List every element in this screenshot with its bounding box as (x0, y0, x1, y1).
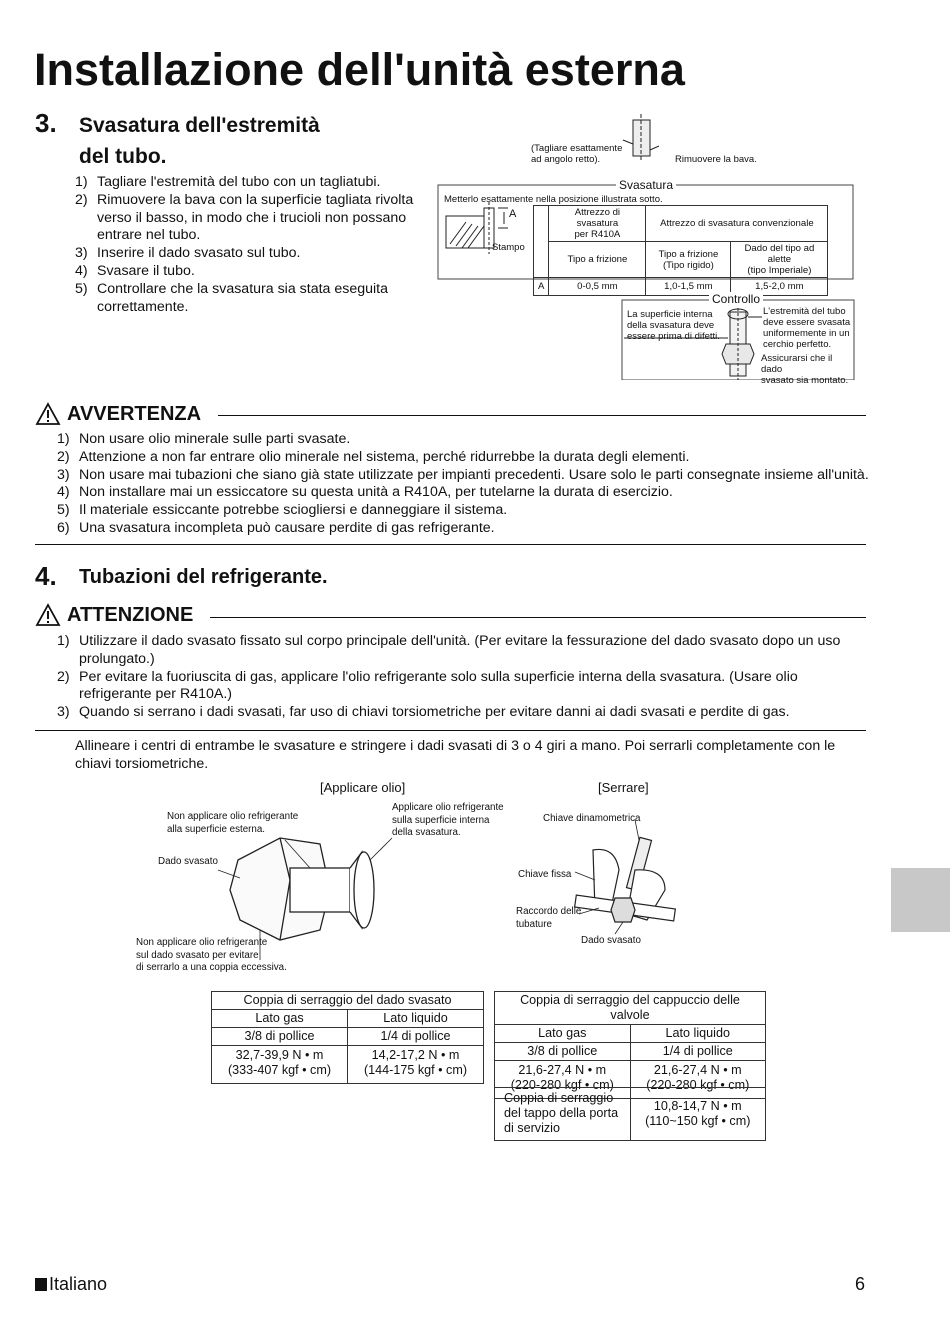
warning-item-number: 5) (57, 502, 70, 519)
alignment-instruction: Allineare i centri di entrambe le svasature e stringere i dadi svasati di 3 o 4 giri a mano. Poi serrarli completamente con le chiavi torsiometriche. (75, 738, 836, 772)
service-port-label: Coppia di serraggio del tappo della porta di servizio (495, 1088, 631, 1141)
size-gas: 3/8 di pollice (212, 1028, 348, 1046)
footer-language-text: Italiano (49, 1274, 108, 1294)
warning-item-text: Non installare mai un essiccatore su questa unità a R410A, per tutelarne la durata di esercizio. (79, 484, 673, 501)
caution-end-rule (35, 730, 866, 731)
pipe-union-label: Raccordo delle tubature (516, 906, 582, 930)
warning-list (57, 431, 877, 538)
flare-nut-torque-title: Coppia di serraggio del dado svasato (212, 992, 484, 1010)
warning-item (57, 484, 877, 502)
conventional-tool-header: Attrezzo di svasatura convenzionale (646, 206, 828, 242)
row-a-label: A (534, 278, 549, 296)
footer-language (35, 1274, 107, 1295)
warning-item-number: 1) (57, 431, 70, 447)
position-note: Metterlo esattamente nella posizione illustrata sotto. (444, 194, 663, 205)
oil-flare-nut-label: Dado svasato (158, 856, 218, 867)
warning-item-number: 4) (57, 484, 70, 501)
torque-wrench-label: Chiave dinamometrica (543, 813, 641, 824)
section-4-number: 4. (35, 561, 57, 591)
service-port-torque-table (494, 1087, 766, 1141)
step-item-text: Controllare che la svasatura sia stata eseguita correttamente. (97, 280, 389, 315)
torque-gas-value: 32,7-39,9 N • m (333-407 kgf • cm) (212, 1046, 348, 1084)
r410a-tool-header: Attrezzo di svasatura per R410A (549, 206, 646, 242)
check-round-note: L'estremità del tubo deve essere svasata uniformemente in un cerchio perfetto. (763, 306, 851, 350)
controllo-title: Controllo (709, 292, 763, 306)
warning-item-number: 2) (57, 448, 70, 465)
language-thumb-tab (891, 868, 950, 932)
no-oil-outer-note: Non applicare olio refrigerante alla superficie esterna. (167, 811, 299, 835)
torque-liquid-value: 14,2-17,2 N • m (144-175 kgf • cm) (348, 1046, 484, 1084)
stamp-label: Stampo (492, 242, 525, 253)
warning-item (57, 502, 877, 520)
cap-col-gas: Lato gas (495, 1025, 631, 1043)
tighten-caption: [Serrare] (598, 780, 649, 795)
caution-heading-rule (210, 617, 866, 618)
page-title: Installazione dell'unità esterna (34, 44, 685, 95)
burr-note: Rimuovere la bava. (675, 154, 757, 165)
step-item (75, 245, 425, 263)
caution-item (57, 704, 857, 722)
section-3-title-line2: del tubo. (79, 145, 167, 168)
warning-item (57, 520, 877, 538)
step-item-number: 4) (75, 262, 88, 279)
warning-end-rule (35, 544, 866, 545)
size-liquid: 1/4 di pollice (348, 1028, 484, 1046)
step-item-text: Inserire il dado svasato sul tubo. (97, 245, 301, 262)
warning-heading (35, 402, 201, 426)
warning-heading-rule (218, 415, 866, 416)
caution-heading (35, 603, 193, 627)
a-value-rigid: 1,0-1,5 mm (646, 278, 731, 296)
section-4-title: Tubazioni del refrigerante. (79, 566, 328, 588)
warning-item-text: Non usare mai tubazioni che siano già state utilizzate per impianti precedenti. Usare solo le parti consegnate insieme all'unità. (79, 466, 869, 483)
apply-oil-caption: [Applicare olio] (320, 780, 406, 795)
warning-item-text: Attenzione a non far entrare olio minerale nel sistema, perché ridurrebbe la durata degli elementi. (79, 448, 690, 465)
clutch-type-header: Tipo a frizione (549, 242, 646, 278)
square-bullet-icon (35, 1278, 47, 1291)
step-item-text: Svasare il tubo. (97, 262, 195, 279)
warning-icon (35, 402, 61, 426)
caution-item-number: 2) (57, 668, 70, 685)
a-value-wing: 1,5-2,0 mm (731, 278, 828, 296)
warning-item (57, 467, 877, 485)
caution-item-number: 3) (57, 704, 70, 721)
step-item-number: 1) (75, 174, 88, 190)
cut-note: (Tagliare esattamente ad angolo retto). (531, 143, 623, 165)
valve-cap-torque-title: Coppia di serraggio del cappuccio delle valvole (495, 992, 766, 1025)
step-item-text: Rimuovere la bava con la superficie tagliata rivolta verso il basso, in modo che i trucioli non possano entrare nel tubo. (97, 191, 414, 244)
warning-item-number: 3) (57, 466, 70, 483)
page-number: 6 (855, 1274, 866, 1294)
caution-item-text: Utilizzare il dado svasato fissato sul corpo principale dell'unità. (Per evitare la fessurazione del dado svasato dopo un uso prolungato.) (79, 633, 841, 667)
warning-item-text: Una svasatura incompleta può causare perdite di gas refrigerante. (79, 519, 495, 536)
step-item (75, 174, 425, 192)
flare-dimension-table (533, 205, 828, 296)
step-item-number: 2) (75, 191, 88, 208)
section-3-steps (75, 174, 425, 316)
cap-size-liquid: 1/4 di pollice (630, 1043, 766, 1061)
flare-nut-torque-table (211, 991, 484, 1084)
caution-item (57, 633, 857, 669)
step-item-text: Tagliare l'estremità del tubo con un tagliatubi. (97, 174, 381, 190)
label-a: A (509, 208, 517, 220)
section-3-title (79, 110, 320, 172)
clutch-rigid-header: Tipo a frizione (Tipo rigido) (646, 242, 731, 278)
warning-heading-text: AVVERTENZA (67, 402, 202, 425)
step-item-number: 5) (75, 280, 88, 297)
cap-size-gas: 3/8 di pollice (495, 1043, 631, 1061)
wing-nut-header: Dado del tipo ad alette (tipo Imperiale) (731, 242, 828, 278)
caution-icon (35, 603, 61, 627)
valve-cap-torque-table (494, 991, 766, 1099)
check-nut-note: Assicurarsi che il dado svasato sia montato. (761, 353, 849, 386)
flare-diagram (436, 112, 856, 386)
warning-item-text: Non usare olio minerale sulle parti svasate. (79, 431, 351, 447)
caution-item-text: Quando si serrano i dadi svasati, far uso di chiavi torsiometriche per evitare danni ai dadi svasati e perdite di gas. (79, 704, 790, 721)
section-3-number: 3. (35, 108, 57, 138)
step-item (75, 281, 425, 317)
step-item-number: 3) (75, 245, 88, 262)
cap-torque-gas-value: 21,6-27,4 N • m (220-280 kgf • cm) (495, 1061, 631, 1099)
a-value-r410a: 0-0,5 mm (549, 278, 646, 296)
no-oil-nut-note: Non applicare olio refrigerante sul dado svasato per evitare di serrarlo a una coppia eccessiva. (136, 937, 287, 973)
fixed-wrench-label: Chiave fissa (518, 869, 572, 880)
check-inner-surface-note: La superficie interna della svasatura deve essere prima di difetti. (627, 309, 720, 342)
step-item (75, 192, 425, 245)
caution-item-text: Per evitare la fuoriuscita di gas, applicare l'olio refrigerante solo sulla superficie interna della svasatura. (Usare olio refrigerante per R410A.) (79, 668, 798, 703)
tighten-flare-nut-label: Dado svasato (581, 935, 641, 946)
cap-col-liquid: Lato liquido (630, 1025, 766, 1043)
pipe-cut-illustration (623, 114, 659, 162)
warning-item (57, 431, 877, 449)
cap-torque-liquid-value: 21,6-27,4 N • m (220-280 kgf • cm) (630, 1061, 766, 1099)
svasatura-title: Svasatura (616, 178, 676, 192)
service-port-value: 10,8-14,7 N • m (110~150 kgf • cm) (630, 1088, 766, 1141)
warning-item-number: 6) (57, 519, 70, 536)
caution-item-number: 1) (57, 633, 70, 649)
warning-item (57, 449, 877, 467)
caution-heading-text: ATTENZIONE (67, 603, 194, 626)
col-liquid: Lato liquido (348, 1010, 484, 1028)
step-item (75, 263, 425, 281)
apply-oil-inner-note: Applicare olio refrigerante sulla superficie interna della svasatura. (392, 802, 504, 838)
caution-list (57, 633, 857, 722)
warning-item-text: Il materiale essiccante potrebbe sciogliersi e danneggiare il sistema. (79, 502, 508, 519)
caution-item (57, 669, 857, 705)
section-3-title-line1: Svasatura dell'estremità (79, 114, 320, 137)
col-gas: Lato gas (212, 1010, 348, 1028)
